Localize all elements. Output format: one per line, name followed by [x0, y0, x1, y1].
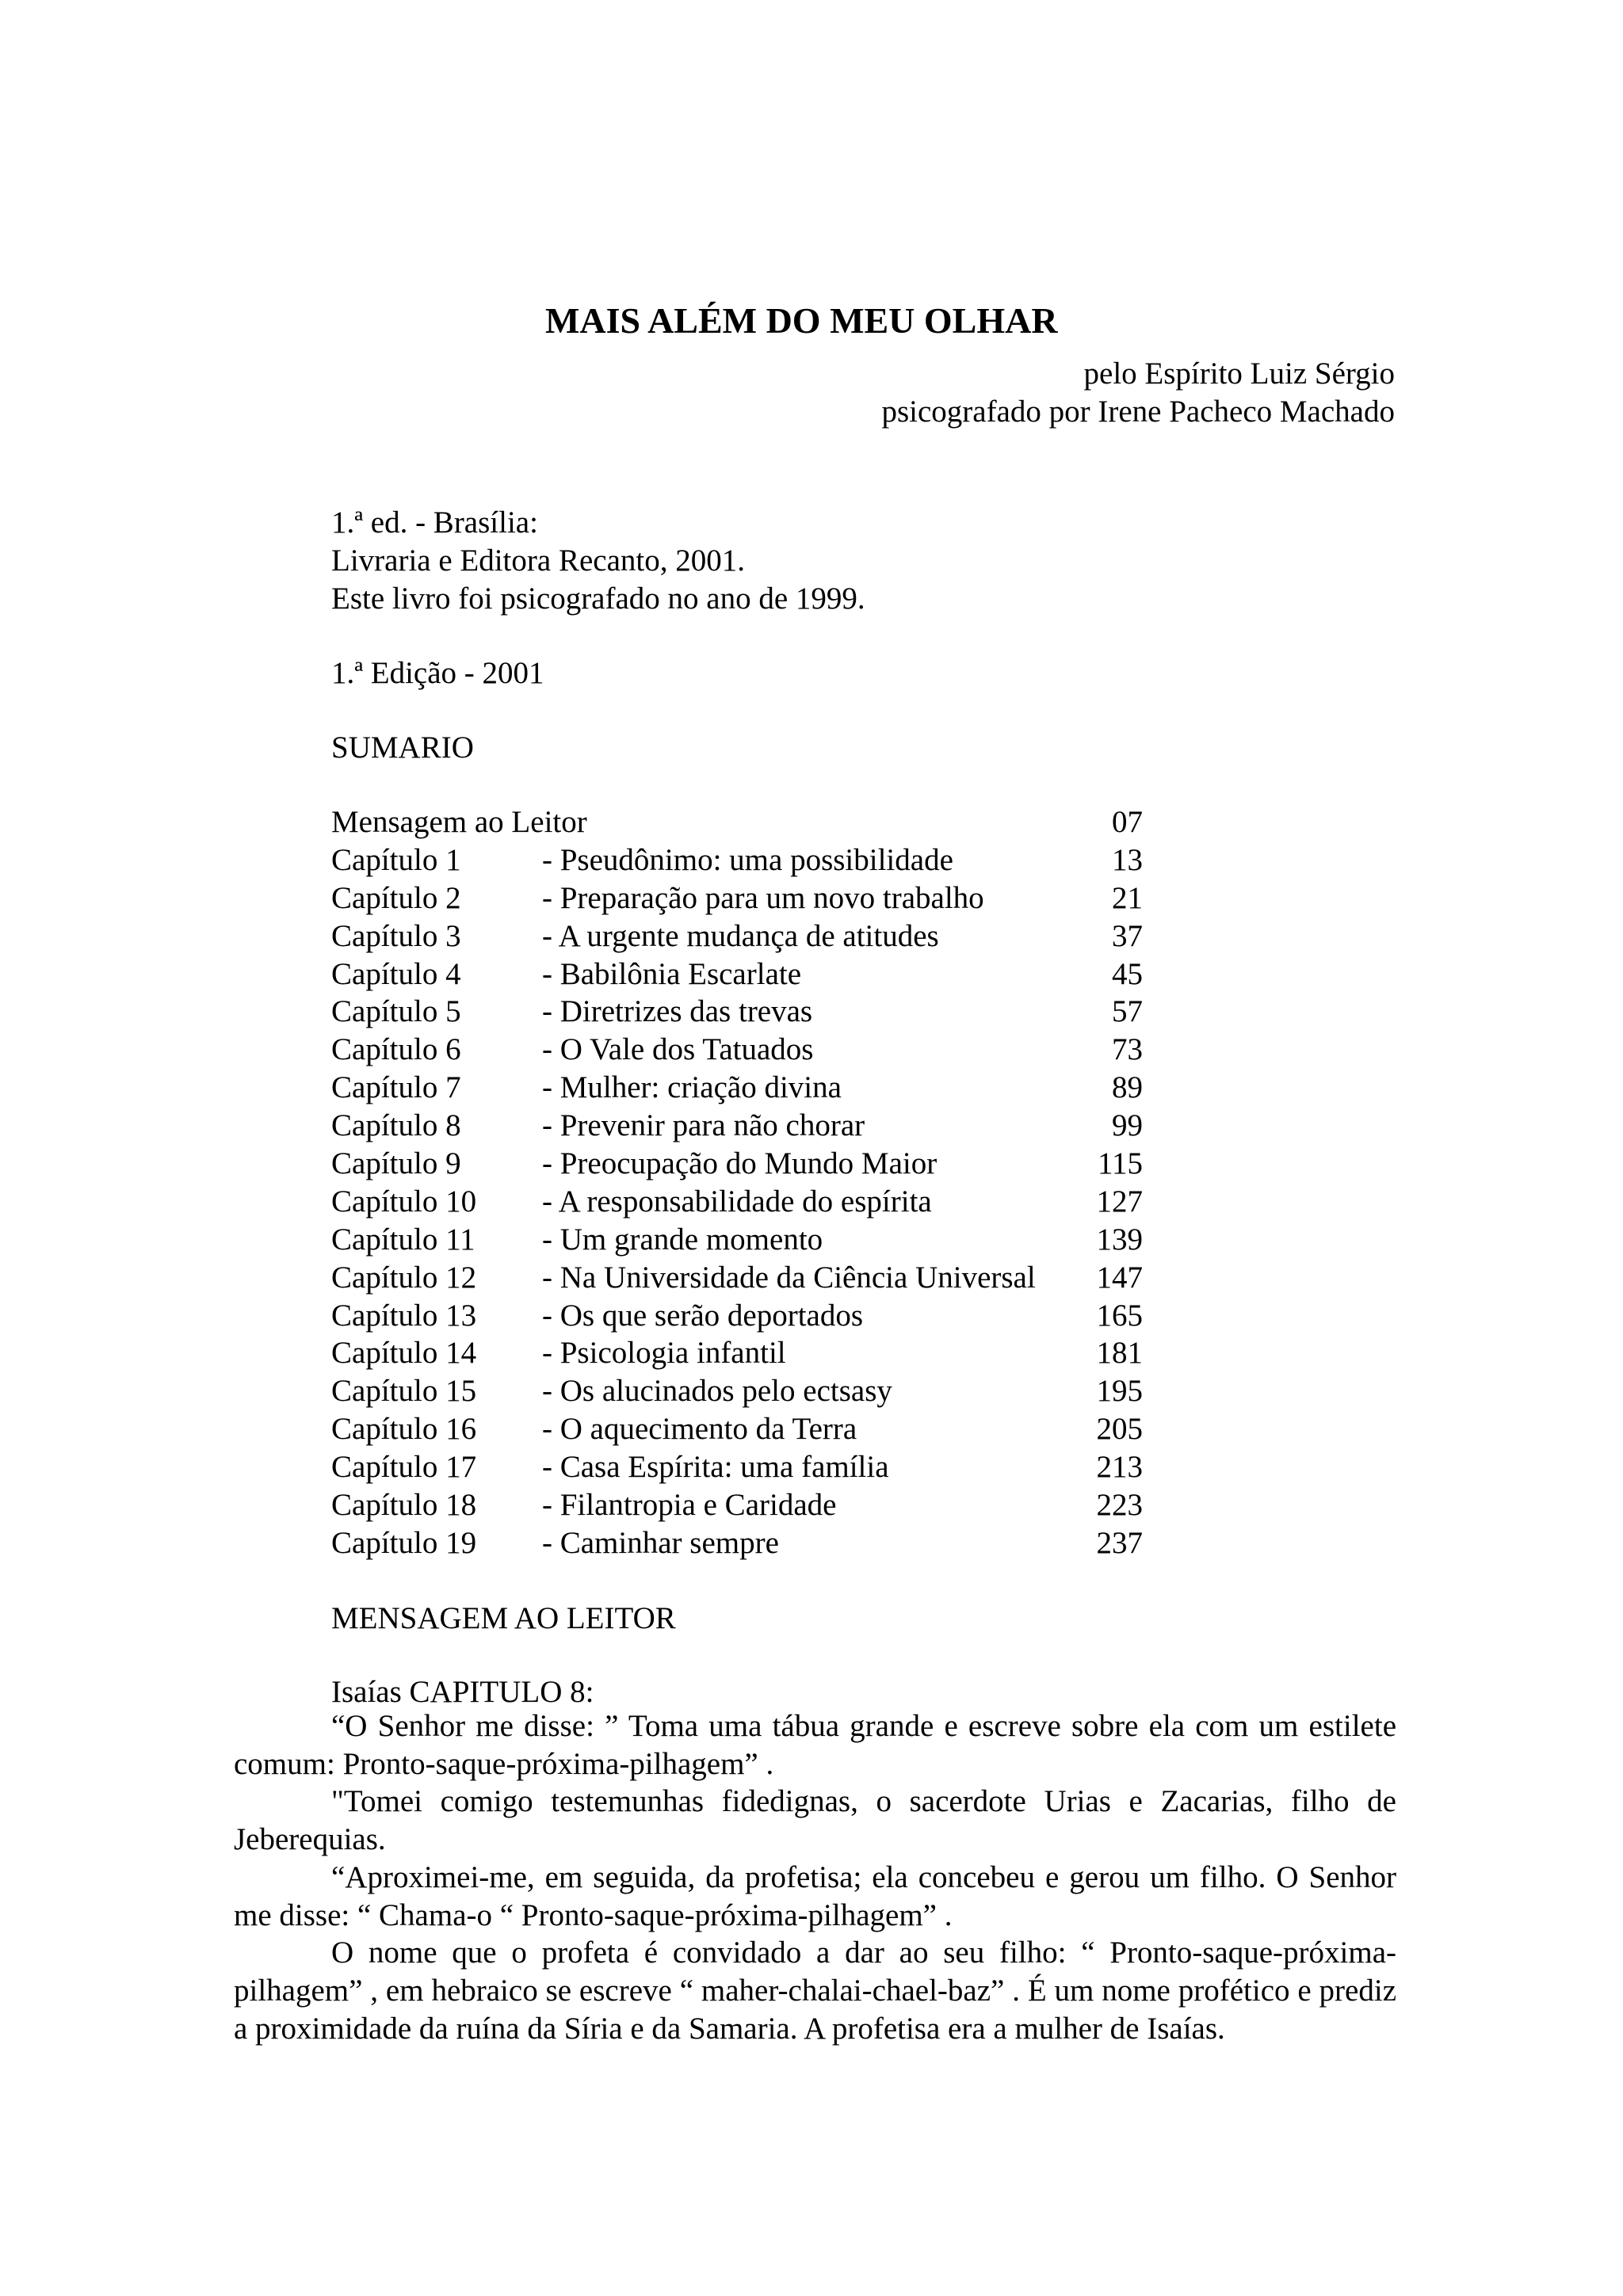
toc-entry-label: Capítulo 13: [331, 1298, 477, 1333]
toc-entry-label: Capítulo 5: [331, 994, 461, 1029]
toc-row: [331, 1034, 1171, 1072]
toc-entry-title: - Babilônia Escarlate: [542, 956, 802, 991]
spirit-author: pelo Espírito Luiz Sérgio: [1083, 357, 1395, 391]
toc-entry-label: Capítulo 16: [331, 1412, 477, 1447]
toc-entry-page: 07: [1112, 805, 1143, 839]
toc-entry-page: 13: [1112, 842, 1143, 877]
toc-entry-title: - Um grande momento: [542, 1222, 823, 1257]
paragraph-text: “Aproximei-me, em seguida, da profetisa; ela concebeu e gerou um filho. O Senhor me disse: “ Chama-o “ Pronto-saque-próxima-pilhagem” .: [234, 1860, 1396, 1932]
toc-entry-label: Capítulo 11: [331, 1222, 475, 1257]
toc-row: [331, 1300, 1171, 1338]
toc-entry-label: Capítulo 14: [331, 1336, 477, 1371]
paragraph-text: "Tomei comigo testemunhas fidedignas, o sacerdote Urias e Zacarias, filho de Jeberequias.: [234, 1784, 1396, 1856]
toc-entry-label: Capítulo 8: [331, 1108, 461, 1143]
message-paragraph: [234, 1783, 1396, 1859]
toc-entry-title: - O Vale dos Tatuados: [542, 1032, 814, 1067]
toc-row: [331, 1451, 1171, 1489]
toc-row: [331, 1337, 1171, 1375]
toc-entry-label: Capítulo 4: [331, 956, 461, 991]
toc-entry-label: Capítulo 12: [331, 1260, 477, 1295]
message-heading: MENSAGEM AO LEITOR: [331, 1601, 676, 1635]
toc-row: [331, 1375, 1171, 1413]
toc-row: [331, 880, 1171, 921]
toc-entry-page: 195: [1096, 1374, 1143, 1409]
toc-entry-page: 45: [1112, 956, 1143, 991]
toc-row: [331, 956, 1171, 997]
toc-entry-title: - A urgente mudança de atitudes: [542, 918, 939, 953]
toc-entry-label: Capítulo 9: [331, 1146, 461, 1181]
toc-entry-title: - Os alucinados pelo ectsasy: [542, 1374, 892, 1409]
toc-entry-page: 115: [1097, 1146, 1143, 1181]
summary-heading: SUMARIO: [331, 730, 474, 765]
toc-row: [331, 1262, 1171, 1300]
toc-entry-page: 127: [1096, 1184, 1143, 1219]
toc-row: [331, 1527, 1171, 1566]
toc-entry-page: 89: [1112, 1070, 1143, 1105]
toc-entry-title: - Caminhar sempre: [542, 1525, 779, 1560]
toc-entry-label: Capítulo 15: [331, 1374, 477, 1409]
toc-row: [331, 1186, 1171, 1224]
toc-entry-title: - Na Universidade da Ciência Universal: [542, 1260, 1036, 1295]
toc-entry-page: 147: [1096, 1260, 1143, 1295]
toc-row: [331, 996, 1171, 1034]
toc-entry-page: 57: [1112, 994, 1143, 1029]
toc-entry-page: 223: [1096, 1488, 1143, 1523]
toc-entry-title: - Pseudônimo: uma possibilidade: [542, 842, 953, 877]
publication-edition-place: 1.ª ed. - Brasília:: [331, 505, 538, 540]
publication-publisher: Livraria e Editora Recanto, 2001.: [331, 543, 745, 578]
toc-row: [331, 842, 1171, 883]
toc-entry-page: 73: [1112, 1032, 1143, 1067]
paragraph-text: “O Senhor me disse: ” Toma uma tábua grande e escreve sobre ela com um estilete comum: Pronto-saque-próxima-pilhagem” .: [234, 1709, 1396, 1781]
toc-entry-label: Capítulo 17: [331, 1450, 477, 1485]
toc-row: [331, 1148, 1171, 1186]
toc-entry-title: - Prevenir para não chorar: [542, 1108, 865, 1143]
toc-entry-page: 165: [1096, 1298, 1143, 1333]
toc-entry-title: - Os que serão deportados: [542, 1298, 864, 1333]
toc-entry-title: - A responsabilidade do espírita: [542, 1184, 932, 1219]
toc-row: [331, 807, 1171, 845]
message-paragraph: [234, 1859, 1396, 1935]
toc-entry-title: - O aquecimento da Terra: [542, 1412, 857, 1447]
toc-entry-title: - Filantropia e Caridade: [542, 1488, 837, 1523]
toc-entry-page: 99: [1112, 1108, 1143, 1143]
message-paragraph: [234, 1707, 1396, 1783]
message-paragraph: [234, 1934, 1396, 2047]
toc-entry-page: 237: [1096, 1525, 1143, 1560]
publication-note: Este livro foi psicografado no ano de 1999.: [331, 582, 865, 616]
toc-entry-title: - Preparação para um novo trabalho: [542, 880, 984, 915]
toc-entry-label: Capítulo 10: [331, 1184, 477, 1219]
toc-entry-page: 181: [1096, 1336, 1143, 1371]
toc-row: [331, 1413, 1171, 1451]
toc-row: [331, 918, 1171, 959]
toc-row: [331, 1489, 1171, 1527]
toc-entry-title: - Diretrizes das trevas: [542, 994, 813, 1029]
table-of-contents: [331, 807, 1171, 1566]
toc-entry-label: Capítulo 1: [331, 842, 461, 877]
toc-entry-page: 21: [1112, 880, 1143, 915]
toc-row: [331, 1072, 1171, 1110]
toc-entry-label: Capítulo 6: [331, 1032, 461, 1067]
toc-entry-label: Capítulo 7: [331, 1070, 461, 1105]
toc-row: [331, 1224, 1171, 1262]
medium-author: psicografado por Irene Pacheco Machado: [881, 395, 1395, 429]
toc-entry-page: 205: [1096, 1412, 1143, 1447]
toc-entry-label: Capítulo 2: [331, 880, 461, 915]
toc-row: [331, 1110, 1171, 1148]
message-subheading: Isaías CAPITULO 8:: [331, 1675, 594, 1709]
toc-entry-title: - Psicologia infantil: [542, 1336, 786, 1371]
toc-entry-label: Mensagem ao Leitor: [331, 805, 587, 839]
toc-entry-label: Capítulo 19: [331, 1525, 477, 1560]
toc-entry-title: - Casa Espírita: uma família: [542, 1450, 889, 1485]
paragraph-text: O nome que o profeta é convidado a dar ao seu filho: “ Pronto-saque-próxima-pilhagem” , em hebraico se escreve “ maher-chalai-chael-baz” . É um nome profético e prediz a proximidade da ruína da Síria e da Samaria. A profetisa era a mulher de Isaías.: [234, 1936, 1396, 2046]
toc-entry-page: 139: [1096, 1222, 1143, 1257]
book-title: MAIS ALÉM DO MEU OLHAR: [545, 300, 1058, 341]
toc-entry-page: 213: [1096, 1450, 1143, 1485]
toc-entry-title: - Mulher: criação divina: [542, 1070, 842, 1105]
toc-entry-page: 37: [1112, 918, 1143, 953]
toc-entry-title: - Preocupação do Mundo Maior: [542, 1146, 938, 1181]
toc-entry-label: Capítulo 3: [331, 918, 461, 953]
edition-line: 1.ª Edição - 2001: [331, 656, 544, 690]
toc-entry-label: Capítulo 18: [331, 1488, 477, 1523]
